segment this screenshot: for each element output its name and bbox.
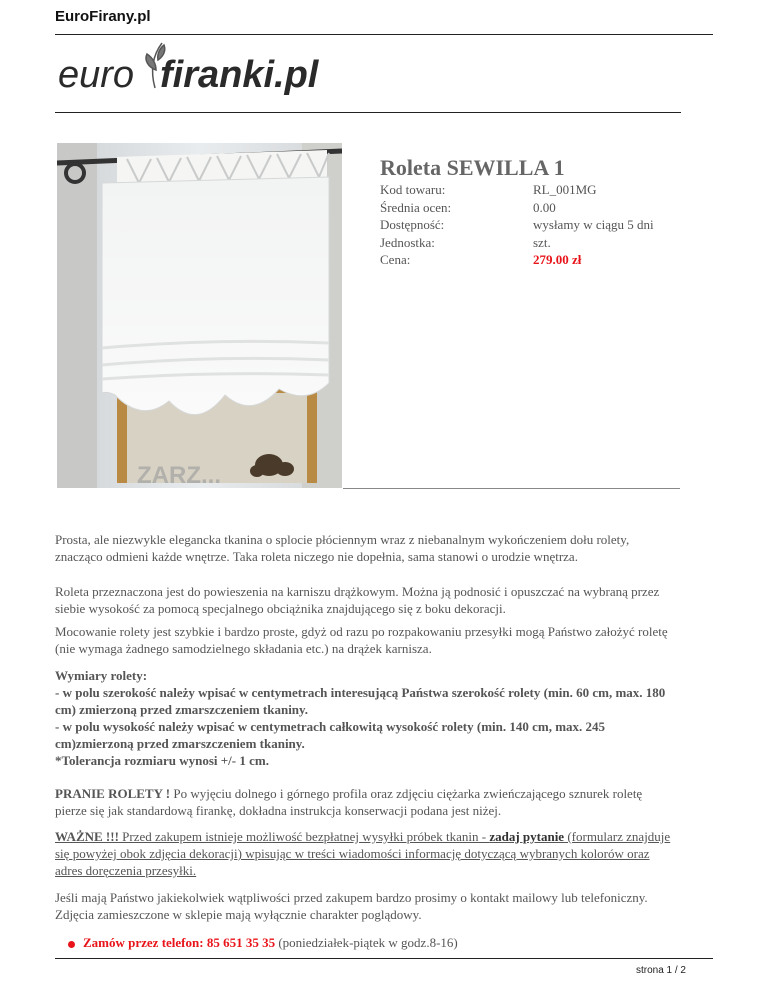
description-text: Prosta, ale niezwykle elegancka tkanina o splocie płóciennym wraz z niebanalnym wykończeniem dołu rolety, znacząco odmieni każde wnętrze. Taka roleta niczego nie dopełnia, sama stanowi o urodzie wnętrza. (55, 532, 630, 564)
important-text: Przed zakupem istnieje możliwość bezpłatnej wysyłki próbek tkanin - (118, 829, 490, 844)
tolerance-note: *Tolerancja rozmiaru wynosi +/- 1 cm. (55, 753, 269, 768)
spec-value: 0.00 (533, 199, 556, 215)
description-text: Roleta przeznaczona jest do powieszenia na karniszu drążkowym. Można ją podnosić i opuszczać na wybraną przez siebie wysokość za pomocą specjalnego obciążnika znajdującego się z boku dekoracji. (55, 584, 660, 616)
spec-value: szt. (533, 234, 551, 250)
dimensions-line: - w polu szerokość należy wpisać w centymetrach interesującą Państwa szerokość rolety (min. 60 cm, max. 180 cm) zmierzoną przed zmarszczeniem tkaniny. (55, 685, 666, 717)
contact-paragraph (55, 889, 675, 923)
washing-label: PRANIE ROLETY ! (55, 786, 171, 801)
phone-order-label[interactable]: Zamów przez telefon: 85 651 35 35 (83, 935, 276, 950)
phone-hours: (poniedziałek-piątek w godz.8-16) (275, 935, 458, 950)
washing-text: Po wyjęciu dolnego i górnego profila oraz zdjęciu ciężarka zwieńczającego sznurek roletę pierze się jak standardową firankę, dokładna instrukcja konserwacji podana jest niżej. (55, 786, 643, 818)
description-text: Mocowanie rolety jest szybkie i bardzo proste, gdyż od razu po rozpakowaniu przesyłki mogą Państwo założyć roletę (nie wymaga żadnego samodzielnego składania etc.) na drążek karnisza. (55, 624, 668, 656)
spec-label: Średnia ocen: (380, 199, 452, 215)
page-number: strona 1 / 2 (635, 965, 686, 976)
spec-label: Kod towaru: (380, 182, 446, 197)
description-paragraph-3 (55, 623, 675, 657)
image-watermark: ZARZ... (137, 462, 221, 488)
footer-divider (55, 958, 713, 959)
dimensions-line: - w polu wysokość należy wpisać w centymetrach całkowitą wysokość rolety (min. 140 cm, max. 245 cm)zmierzoną przed zmarszczeniem tkaniny. (55, 719, 606, 751)
dimensions-heading: Wymiary rolety: (55, 668, 148, 683)
site-name: EuroFirany.pl (55, 8, 151, 25)
product-title: Roleta SEWILLA 1 (380, 155, 565, 180)
dimensions-section (55, 667, 675, 769)
logo-text-firanki: firanki.pl (160, 54, 319, 96)
price-value: 279.00 zł (533, 252, 582, 267)
eurofiranki-logo[interactable] (58, 40, 348, 102)
spec-label: Cena: (380, 252, 411, 267)
header-divider (55, 34, 713, 35)
spec-value: wysłamy w ciągu 5 dni (533, 217, 654, 232)
logo-divider (55, 112, 681, 113)
description-paragraph-1 (55, 531, 675, 565)
spec-label: Dostępność: (380, 217, 445, 232)
description-paragraph-2 (55, 583, 675, 617)
product-info-divider (343, 488, 680, 489)
important-paragraph (55, 828, 675, 879)
product-image[interactable] (57, 143, 342, 488)
important-text: (formularz znajduje się powyżej obok zdjęcia dekoracji) wpisując w treści wiadomości informację dotyczącą wybranych kolorów oraz adres doręczenia przesyłki. (55, 829, 671, 878)
washing-paragraph (55, 785, 675, 819)
ask-question-link[interactable]: zadaj pytanie (489, 829, 565, 844)
phone-order-item (68, 935, 458, 951)
logo-text-euro: euro (58, 54, 135, 96)
spec-value: RL_001MG (533, 182, 597, 197)
contact-text: Jeśli mają Państwo jakiekolwiek wątpliwości przed zakupem bardzo prosimy o kontakt mailowy lub telefoniczny. Zdjęcia zamieszczone w sklepie mają wyłącznie charakter poglądowy. (55, 890, 648, 922)
spec-label: Jednostka: (380, 234, 435, 250)
important-label: WAŻNE !!! (55, 829, 119, 844)
bullet-icon (68, 941, 75, 948)
